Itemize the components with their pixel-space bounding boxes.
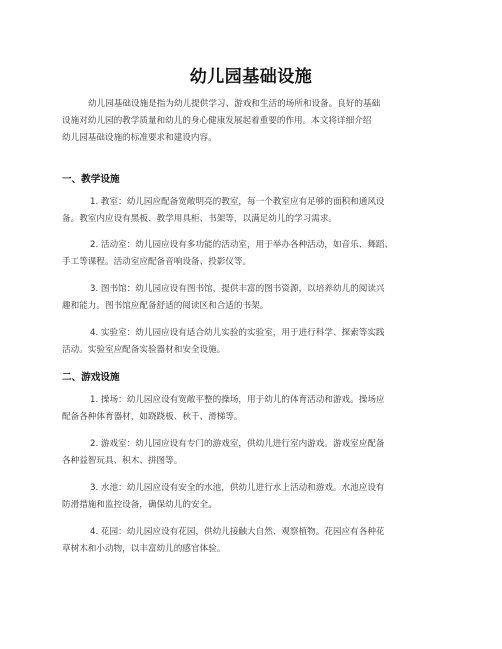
item-line: 手工等课程。活动室应配备音响设备、投影仪等。 bbox=[62, 257, 252, 267]
game-item-game-room bbox=[62, 436, 444, 470]
intro-line: 幼儿园基础设施是指为幼儿提供学习、游戏和生活的场所和设备。良好的基础 bbox=[88, 99, 381, 109]
item-line: 4. 花园：幼儿园应设有花园，供幼儿接触大自然、观察植物。花园应有各种花 bbox=[90, 527, 385, 537]
item-line: 2. 活动室：幼儿园应设有多功能的活动室，用于举办各种活动，如音乐、舞蹈、 bbox=[90, 240, 394, 250]
teaching-item-classroom bbox=[62, 194, 444, 228]
item-line: 草树木和小动物，以丰富幼儿的感官体验。 bbox=[62, 544, 226, 554]
item-line: 活动。实验室应配备实验器材和安全设施。 bbox=[62, 345, 226, 355]
item-line: 2. 游戏室：幼儿园应设有专门的游戏室，供幼儿进行室内游戏。游戏室应配备 bbox=[90, 439, 385, 449]
game-item-playground bbox=[62, 392, 444, 426]
item-line: 备。教室内应设有黑板、教学用具柜、书架等，以满足幼儿的学习需求。 bbox=[62, 214, 338, 224]
item-line: 防滑措施和监控设备，确保幼儿的安全。 bbox=[62, 500, 217, 510]
item-line: 各种益智玩具、积木、拼图等。 bbox=[62, 456, 183, 466]
intro-paragraph bbox=[62, 96, 444, 147]
teaching-item-library bbox=[62, 281, 444, 315]
item-line: 趣和能力。图书馆应配备舒适的阅读区和合适的书架。 bbox=[62, 301, 269, 311]
item-line: 配备各种体育器材，如跷跷板、秋千、滑梯等。 bbox=[62, 412, 243, 422]
section-heading-games: 二、游戏设施 bbox=[62, 372, 120, 383]
intro-line: 设施对幼儿园的教学质量和幼儿的身心健康发展起着重要的作用。本文将详细介绍 bbox=[62, 116, 372, 126]
item-line: 3. 水池：幼儿园应设有安全的水池，供幼儿进行水上活动和游戏。水池应设有 bbox=[90, 483, 385, 493]
intro-line: 幼儿园基础设施的标准要求和建设内容。 bbox=[62, 133, 217, 143]
teaching-item-lab bbox=[62, 325, 444, 359]
item-line: 1. 操场：幼儿园应设有宽敞平整的操场，用于幼儿的体育活动和游戏。操场应 bbox=[90, 395, 385, 405]
item-line: 3. 图书馆：幼儿园应设有图书馆，提供丰富的图书资源，以培养幼儿的阅读兴 bbox=[90, 284, 385, 294]
section-heading-teaching: 一、教学设施 bbox=[62, 174, 120, 185]
game-item-pool bbox=[62, 480, 444, 514]
teaching-item-activity-room bbox=[62, 237, 444, 271]
game-item-garden bbox=[62, 524, 444, 558]
item-line: 4. 实验室：幼儿园应设有适合幼儿实验的实验室，用于进行科学、探索等实践 bbox=[90, 328, 385, 338]
page-title: 幼儿园基础设施 bbox=[189, 67, 313, 87]
item-line: 1. 教室：幼儿园应配备宽敞明亮的教室，每一个教室应有足够的面积和通风设 bbox=[90, 197, 385, 207]
